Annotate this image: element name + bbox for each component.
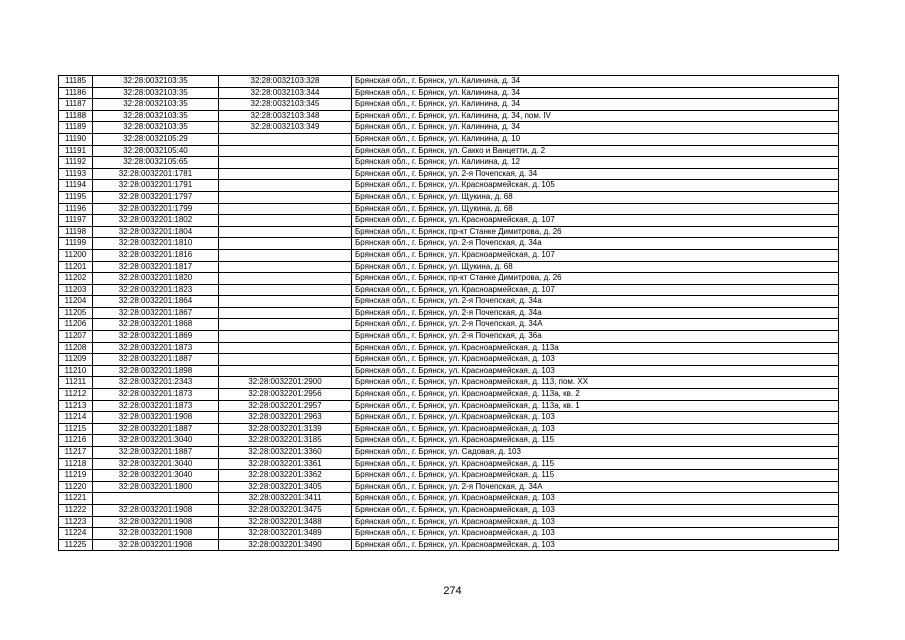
row-number-cell: 11185 (59, 76, 93, 88)
address-cell: Брянская обл., г. Брянск, ул. 2-я Почепская, д. 34 (352, 168, 839, 180)
parent-cadastral-number-cell (219, 238, 352, 250)
table-row (59, 157, 839, 169)
table-row (59, 133, 839, 145)
parent-cadastral-number-cell: 32:28:0032201:3488 (219, 516, 352, 528)
row-number-cell: 11190 (59, 133, 93, 145)
table-row (59, 99, 839, 111)
parent-cadastral-number-cell (219, 168, 352, 180)
address-cell: Брянская обл., г. Брянск, пр-кт Станке Димитрова, д. 26 (352, 273, 839, 285)
table-row (59, 191, 839, 203)
address-cell: Брянская обл., г. Брянск, ул. Красноармейская, д. 107 (352, 215, 839, 227)
row-number-cell: 11195 (59, 191, 93, 203)
row-number-cell: 11199 (59, 238, 93, 250)
table-row (59, 238, 839, 250)
parent-cadastral-number-cell (219, 133, 352, 145)
table-row (59, 145, 839, 157)
address-cell: Брянская обл., г. Брянск, ул. Калинина, д. 34 (352, 76, 839, 88)
row-number-cell: 11201 (59, 261, 93, 273)
cadastral-number-cell: 32:28:0032201:1908 (93, 412, 219, 424)
parent-cadastral-number-cell (219, 354, 352, 366)
row-number-cell: 11212 (59, 389, 93, 401)
address-cell: Брянская обл., г. Брянск, ул. 2-я Почепская, д. 34а (352, 296, 839, 308)
table-row (59, 87, 839, 99)
parent-cadastral-number-cell (219, 342, 352, 354)
parent-cadastral-number-cell (219, 180, 352, 192)
table-row (59, 528, 839, 540)
row-number-cell: 11222 (59, 504, 93, 516)
address-cell: Брянская обл., г. Брянск, ул. Красноармейская, д. 115 (352, 470, 839, 482)
cadastral-number-cell: 32:28:0032103:35 (93, 122, 219, 134)
parent-cadastral-number-cell: 32:28:0032103:328 (219, 76, 352, 88)
row-number-cell: 11202 (59, 273, 93, 285)
row-number-cell: 11207 (59, 331, 93, 343)
row-number-cell: 11220 (59, 481, 93, 493)
table-row (59, 423, 839, 435)
cadastral-number-cell: 32:28:0032201:1887 (93, 354, 219, 366)
row-number-cell: 11209 (59, 354, 93, 366)
row-number-cell: 11208 (59, 342, 93, 354)
address-cell: Брянская обл., г. Брянск, ул. 2-я Почепская, д. 34а (352, 307, 839, 319)
cadastral-number-cell: 32:28:0032105:40 (93, 145, 219, 157)
table-row (59, 261, 839, 273)
address-cell: Брянская обл., г. Брянск, ул. Красноармейская, д. 105 (352, 180, 839, 192)
parent-cadastral-number-cell (219, 261, 352, 273)
parent-cadastral-number-cell: 32:28:0032201:3362 (219, 470, 352, 482)
table-row (59, 307, 839, 319)
row-number-cell: 11211 (59, 377, 93, 389)
cadastral-number-cell: 32:28:0032201:1810 (93, 238, 219, 250)
parent-cadastral-number-cell (219, 191, 352, 203)
parent-cadastral-number-cell: 32:28:0032103:344 (219, 87, 352, 99)
parent-cadastral-number-cell: 32:28:0032201:3411 (219, 493, 352, 505)
records-table (58, 75, 839, 551)
cadastral-number-cell: 32:28:0032201:1817 (93, 261, 219, 273)
cadastral-number-cell: 32:28:0032201:2343 (93, 377, 219, 389)
address-cell: Брянская обл., г. Брянск, ул. Красноармейская, д. 103 (352, 516, 839, 528)
parent-cadastral-number-cell: 32:28:0032201:3185 (219, 435, 352, 447)
row-number-cell: 11197 (59, 215, 93, 227)
address-cell: Брянская обл., г. Брянск, ул. Красноармейская, д. 113, пом. XX (352, 377, 839, 389)
table-row (59, 493, 839, 505)
cadastral-number-cell: 32:28:0032201:1799 (93, 203, 219, 215)
row-number-cell: 11186 (59, 87, 93, 99)
row-number-cell: 11221 (59, 493, 93, 505)
row-number-cell: 11198 (59, 226, 93, 238)
cadastral-number-cell: 32:28:0032201:1791 (93, 180, 219, 192)
parent-cadastral-number-cell: 32:28:0032201:3361 (219, 458, 352, 470)
address-cell: Брянская обл., г. Брянск, ул. Калинина, д. 34 (352, 99, 839, 111)
address-cell: Брянская обл., г. Брянск, ул. Красноармейская, д. 103 (352, 539, 839, 551)
cadastral-number-cell: 32:28:0032201:1868 (93, 319, 219, 331)
parent-cadastral-number-cell: 32:28:0032201:3139 (219, 423, 352, 435)
row-number-cell: 11217 (59, 447, 93, 459)
parent-cadastral-number-cell: 32:28:0032201:3405 (219, 481, 352, 493)
row-number-cell: 11224 (59, 528, 93, 540)
row-number-cell: 11213 (59, 400, 93, 412)
address-cell: Брянская обл., г. Брянск, ул. Красноармейская, д. 103 (352, 423, 839, 435)
parent-cadastral-number-cell (219, 226, 352, 238)
table-row (59, 412, 839, 424)
address-cell: Брянская обл., г. Брянск, ул. Красноармейская, д. 115 (352, 458, 839, 470)
address-cell: Брянская обл., г. Брянск, ул. Щукина, д. 68 (352, 191, 839, 203)
address-cell: Брянская обл., г. Брянск, ул. 2-я Почепская, д. 34А (352, 481, 839, 493)
cadastral-number-cell: 32:28:0032201:1908 (93, 539, 219, 551)
cadastral-number-cell: 32:28:0032105:29 (93, 133, 219, 145)
row-number-cell: 11188 (59, 110, 93, 122)
row-number-cell: 11218 (59, 458, 93, 470)
parent-cadastral-number-cell: 32:28:0032201:2963 (219, 412, 352, 424)
row-number-cell: 11219 (59, 470, 93, 482)
cadastral-number-cell (93, 493, 219, 505)
table-row (59, 400, 839, 412)
table-row (59, 365, 839, 377)
address-cell: Брянская обл., г. Брянск, пр-кт Станке Димитрова, д. 26 (352, 226, 839, 238)
parent-cadastral-number-cell (219, 273, 352, 285)
cadastral-number-cell: 32:28:0032103:35 (93, 87, 219, 99)
address-cell: Брянская обл., г. Брянск, ул. Калинина, д. 34, пом. IV (352, 110, 839, 122)
cadastral-number-cell: 32:28:0032201:1823 (93, 284, 219, 296)
table-row (59, 76, 839, 88)
row-number-cell: 11193 (59, 168, 93, 180)
row-number-cell: 11192 (59, 157, 93, 169)
address-cell: Брянская обл., г. Брянск, ул. Красноармейская, д. 113а, кв. 1 (352, 400, 839, 412)
address-cell: Брянская обл., г. Брянск, ул. Калинина, д. 10 (352, 133, 839, 145)
table-row (59, 389, 839, 401)
cadastral-number-cell: 32:28:0032201:1781 (93, 168, 219, 180)
records-table-body (59, 76, 839, 551)
cadastral-number-cell: 32:28:0032201:1800 (93, 481, 219, 493)
cadastral-number-cell: 32:28:0032201:1797 (93, 191, 219, 203)
parent-cadastral-number-cell (219, 145, 352, 157)
cadastral-number-cell: 32:28:0032103:35 (93, 110, 219, 122)
parent-cadastral-number-cell (219, 249, 352, 261)
row-number-cell: 11214 (59, 412, 93, 424)
row-number-cell: 11194 (59, 180, 93, 192)
table-row (59, 203, 839, 215)
row-number-cell: 11200 (59, 249, 93, 261)
table-row (59, 122, 839, 134)
table-row (59, 504, 839, 516)
address-cell: Брянская обл., г. Брянск, ул. Красноармейская, д. 103 (352, 365, 839, 377)
table-row (59, 215, 839, 227)
cadastral-number-cell: 32:28:0032201:1908 (93, 528, 219, 540)
table-row (59, 481, 839, 493)
address-cell: Брянская обл., г. Брянск, ул. 2-я Почепская, д. 34А (352, 319, 839, 331)
row-number-cell: 11225 (59, 539, 93, 551)
table-row (59, 226, 839, 238)
cadastral-number-cell: 32:28:0032201:1864 (93, 296, 219, 308)
address-cell: Брянская обл., г. Брянск, ул. Красноармейская, д. 107 (352, 249, 839, 261)
table-row (59, 180, 839, 192)
parent-cadastral-number-cell: 32:28:0032201:2957 (219, 400, 352, 412)
table-row (59, 273, 839, 285)
cadastral-number-cell: 32:28:0032201:3040 (93, 470, 219, 482)
parent-cadastral-number-cell (219, 284, 352, 296)
address-cell: Брянская обл., г. Брянск, ул. Калинина, д. 12 (352, 157, 839, 169)
cadastral-number-cell: 32:28:0032103:35 (93, 76, 219, 88)
parent-cadastral-number-cell: 32:28:0032201:3360 (219, 447, 352, 459)
parent-cadastral-number-cell: 32:28:0032103:348 (219, 110, 352, 122)
parent-cadastral-number-cell: 32:28:0032201:2956 (219, 389, 352, 401)
address-cell: Брянская обл., г. Брянск, ул. Красноармейская, д. 103 (352, 493, 839, 505)
row-number-cell: 11196 (59, 203, 93, 215)
table-row (59, 331, 839, 343)
row-number-cell: 11191 (59, 145, 93, 157)
parent-cadastral-number-cell: 32:28:0032201:3490 (219, 539, 352, 551)
cadastral-number-cell: 32:28:0032105:65 (93, 157, 219, 169)
address-cell: Брянская обл., г. Брянск, ул. Красноармейская, д. 103 (352, 412, 839, 424)
parent-cadastral-number-cell: 32:28:0032201:3475 (219, 504, 352, 516)
parent-cadastral-number-cell (219, 215, 352, 227)
parent-cadastral-number-cell (219, 331, 352, 343)
parent-cadastral-number-cell: 32:28:0032103:349 (219, 122, 352, 134)
parent-cadastral-number-cell: 32:28:0032201:2900 (219, 377, 352, 389)
row-number-cell: 11204 (59, 296, 93, 308)
table-row (59, 110, 839, 122)
address-cell: Брянская обл., г. Брянск, ул. Садовая, д. 103 (352, 447, 839, 459)
cadastral-number-cell: 32:28:0032201:1804 (93, 226, 219, 238)
cadastral-number-cell: 32:28:0032201:1820 (93, 273, 219, 285)
address-cell: Брянская обл., г. Брянск, ул. 2-я Почепская, д. 34а (352, 238, 839, 250)
cadastral-number-cell: 32:28:0032201:3040 (93, 435, 219, 447)
cadastral-number-cell: 32:28:0032201:1908 (93, 516, 219, 528)
table-row (59, 539, 839, 551)
address-cell: Брянская обл., г. Брянск, ул. Красноармейская, д. 115 (352, 435, 839, 447)
table-row (59, 377, 839, 389)
cadastral-number-cell: 32:28:0032201:1887 (93, 423, 219, 435)
cadastral-number-cell: 32:28:0032201:1908 (93, 504, 219, 516)
row-number-cell: 11215 (59, 423, 93, 435)
table-row (59, 458, 839, 470)
cadastral-number-cell: 32:28:0032201:1867 (93, 307, 219, 319)
address-cell: Брянская обл., г. Брянск, ул. Щукина, д. 68 (352, 203, 839, 215)
address-cell: Брянская обл., г. Брянск, ул. Красноармейская, д. 113а, кв. 2 (352, 389, 839, 401)
table-row (59, 319, 839, 331)
table-row (59, 354, 839, 366)
parent-cadastral-number-cell (219, 319, 352, 331)
page-number: 274 (443, 585, 462, 597)
address-cell: Брянская обл., г. Брянск, ул. Красноармейская, д. 103 (352, 354, 839, 366)
cadastral-number-cell: 32:28:0032201:1869 (93, 331, 219, 343)
address-cell: Брянская обл., г. Брянск, ул. Красноармейская, д. 103 (352, 504, 839, 516)
table-row (59, 296, 839, 308)
cadastral-number-cell: 32:28:0032201:3040 (93, 458, 219, 470)
address-cell: Брянская обл., г. Брянск, ул. Красноармейская, д. 113а (352, 342, 839, 354)
table-row (59, 516, 839, 528)
parent-cadastral-number-cell (219, 157, 352, 169)
cadastral-number-cell: 32:28:0032103:35 (93, 99, 219, 111)
row-number-cell: 11223 (59, 516, 93, 528)
parent-cadastral-number-cell (219, 365, 352, 377)
row-number-cell: 11189 (59, 122, 93, 134)
row-number-cell: 11210 (59, 365, 93, 377)
row-number-cell: 11216 (59, 435, 93, 447)
address-cell: Брянская обл., г. Брянск, ул. Красноармейская, д. 103 (352, 528, 839, 540)
table-row (59, 435, 839, 447)
address-cell: Брянская обл., г. Брянск, ул. 2-я Почепская, д. 36а (352, 331, 839, 343)
parent-cadastral-number-cell (219, 307, 352, 319)
row-number-cell: 11203 (59, 284, 93, 296)
cadastral-number-cell: 32:28:0032201:1816 (93, 249, 219, 261)
table-row (59, 284, 839, 296)
row-number-cell: 11206 (59, 319, 93, 331)
cadastral-number-cell: 32:28:0032201:1887 (93, 447, 219, 459)
parent-cadastral-number-cell (219, 296, 352, 308)
address-cell: Брянская обл., г. Брянск, ул. Калинина, д. 34 (352, 122, 839, 134)
parent-cadastral-number-cell: 32:28:0032103:345 (219, 99, 352, 111)
address-cell: Брянская обл., г. Брянск, ул. Сакко и Ванцетти, д. 2 (352, 145, 839, 157)
cadastral-number-cell: 32:28:0032201:1873 (93, 389, 219, 401)
cadastral-number-cell: 32:28:0032201:1873 (93, 400, 219, 412)
cadastral-number-cell: 32:28:0032201:1802 (93, 215, 219, 227)
table-row (59, 342, 839, 354)
cadastral-number-cell: 32:28:0032201:1873 (93, 342, 219, 354)
address-cell: Брянская обл., г. Брянск, ул. Щукина, д. 68 (352, 261, 839, 273)
cadastral-number-cell: 32:28:0032201:1898 (93, 365, 219, 377)
table-row (59, 249, 839, 261)
table-row (59, 168, 839, 180)
table-row (59, 447, 839, 459)
address-cell: Брянская обл., г. Брянск, ул. Калинина, д. 34 (352, 87, 839, 99)
row-number-cell: 11187 (59, 99, 93, 111)
row-number-cell: 11205 (59, 307, 93, 319)
table-row (59, 470, 839, 482)
address-cell: Брянская обл., г. Брянск, ул. Красноармейская, д. 107 (352, 284, 839, 296)
parent-cadastral-number-cell: 32:28:0032201:3489 (219, 528, 352, 540)
parent-cadastral-number-cell (219, 203, 352, 215)
